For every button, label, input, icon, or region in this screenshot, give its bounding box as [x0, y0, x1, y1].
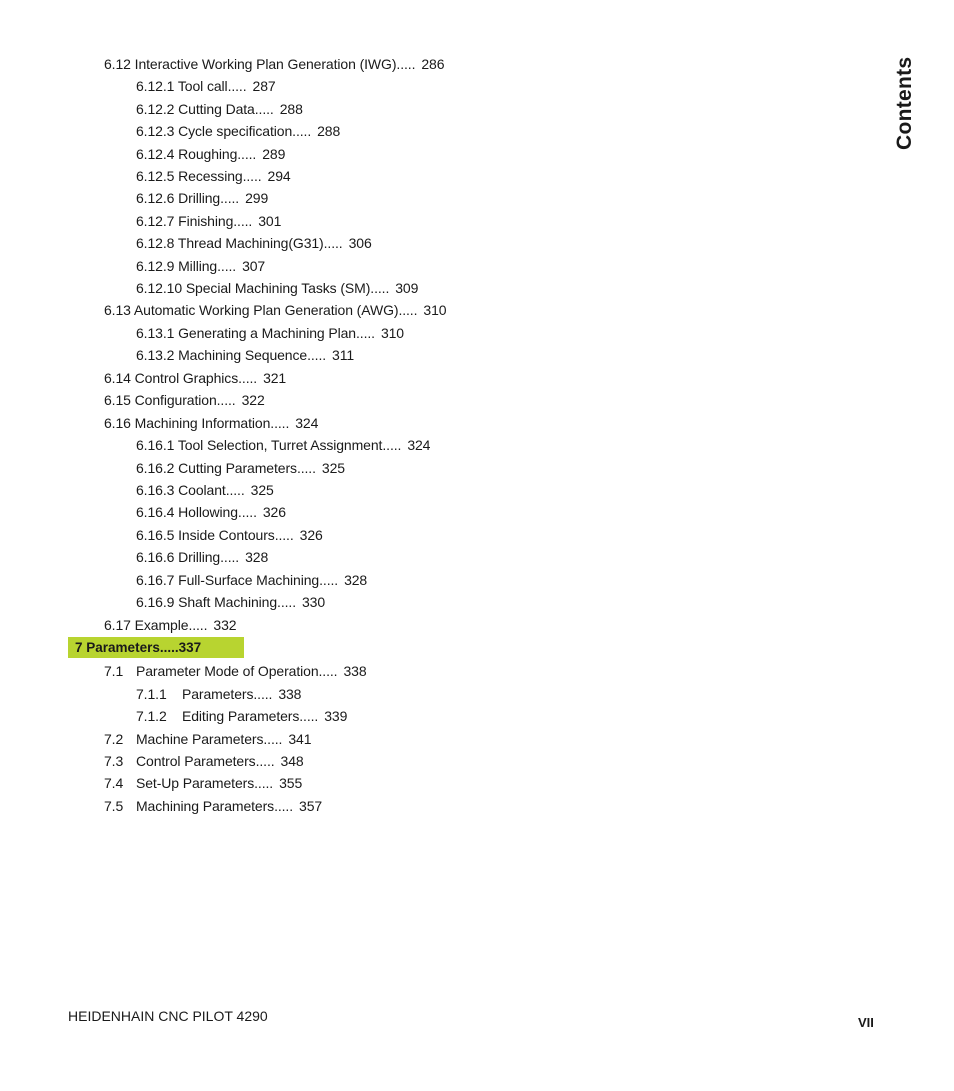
- toc-page-number: 324: [407, 437, 431, 453]
- toc-title: Roughing: [178, 146, 238, 162]
- toc-entry[interactable]: 6.12.2 Cutting Data..... 288: [136, 101, 303, 117]
- toc-page-number: 355: [279, 775, 303, 791]
- toc-number: 7.3: [104, 753, 124, 769]
- toc-title: Editing Parameters: [182, 708, 300, 724]
- toc-number: 6.12.4: [136, 146, 175, 162]
- toc-entry[interactable]: 6.12.3 Cycle specification..... 288: [136, 123, 341, 139]
- toc-number: 7.5: [104, 798, 124, 814]
- toc-page-number: 332: [213, 617, 237, 633]
- toc-title: Drilling: [178, 549, 221, 565]
- toc-page-number: 287: [252, 78, 276, 94]
- toc-number: 6.17: [104, 617, 131, 633]
- toc-title: Milling: [178, 258, 218, 274]
- toc-entry[interactable]: 6.12.7 Finishing..... 301: [136, 213, 282, 229]
- toc-number: 6.16.4: [136, 504, 175, 520]
- toc-number: 6.16: [104, 415, 131, 431]
- toc-number: 6.16.1: [136, 437, 175, 453]
- toc-entry[interactable]: 6.15 Configuration..... 322: [104, 392, 265, 408]
- toc-title: Machining Information: [134, 415, 271, 431]
- toc-number: 7.1.1: [136, 686, 167, 702]
- toc-page-number: 309: [395, 280, 419, 296]
- toc-title: Generating a Machining Plan: [178, 325, 356, 341]
- toc-entry[interactable]: 6.13.1 Generating a Machining Plan..... 310: [136, 325, 404, 341]
- toc-title: Coolant: [178, 482, 226, 498]
- toc-entry[interactable]: 7.5 Machining Parameters..... 357: [104, 795, 322, 817]
- toc-title: Thread Machining(G31): [177, 235, 324, 251]
- chapter-title: Parameters: [86, 640, 160, 655]
- toc-page-number: 357: [299, 798, 323, 814]
- footer-product-name: HEIDENHAIN CNC PILOT 4290: [68, 1008, 268, 1024]
- toc-page-number: 341: [288, 731, 312, 747]
- toc-entry[interactable]: 6.12.5 Recessing..... 294: [136, 168, 291, 184]
- toc-page-number: 306: [348, 235, 372, 251]
- toc-page-number: 328: [245, 549, 269, 565]
- chapter-number: 7: [75, 640, 83, 655]
- toc-number: 6.12.5: [136, 168, 175, 184]
- toc-page-number: 311: [332, 347, 355, 363]
- toc-title: Recessing: [178, 168, 243, 184]
- toc-number: 6.16.3: [136, 482, 175, 498]
- toc-entry[interactable]: 6.16.1 Tool Selection, Turret Assignment..... 324: [136, 437, 431, 453]
- toc-entry[interactable]: 6.14 Control Graphics..... 321: [104, 370, 287, 386]
- toc-page-number: 322: [241, 392, 265, 408]
- toc-entry[interactable]: 7.1.2 Editing Parameters..... 339: [136, 705, 347, 727]
- toc-title: Control Parameters: [136, 753, 256, 769]
- toc-number: 6.12.8: [136, 235, 175, 251]
- toc-page-number: 324: [295, 415, 319, 431]
- toc-entry[interactable]: 6.13 Automatic Working Plan Generation (AWG)..... 310: [104, 302, 447, 318]
- toc-number: 6.16.9: [136, 594, 175, 610]
- toc-page-number: 294: [267, 168, 291, 184]
- toc-page-number: 289: [262, 146, 286, 162]
- toc-page-number: 310: [380, 325, 404, 341]
- toc-entry[interactable]: 6.16.9 Shaft Machining..... 330: [136, 594, 326, 610]
- toc-number: 6.12.3: [136, 123, 175, 139]
- toc-page-number: 310: [423, 302, 447, 318]
- toc-page-number: 307: [242, 258, 266, 274]
- toc-title: Drilling: [178, 190, 221, 206]
- toc-number: 6.16.6: [136, 549, 175, 565]
- toc-entry[interactable]: 6.12.1 Tool call..... 287: [136, 78, 276, 94]
- toc-page-number: 330: [301, 594, 326, 610]
- toc-page-number: 321: [263, 370, 287, 386]
- toc-page-number: 288: [279, 101, 303, 117]
- footer-page-number: VII: [858, 1015, 874, 1030]
- toc-number: 6.12.2: [136, 101, 175, 117]
- chapter-heading[interactable]: 7 Parameters.....337: [68, 637, 244, 658]
- toc-page-number: 338: [343, 663, 367, 679]
- toc-entry[interactable]: 6.16.6 Drilling..... 328: [136, 549, 269, 565]
- toc-title: Cutting Data: [178, 101, 255, 117]
- chapter-page-number: 337: [178, 640, 202, 655]
- toc-page-number: 288: [317, 123, 341, 139]
- toc-title: Control Graphics: [134, 370, 239, 386]
- toc-title: Cutting Parameters: [178, 460, 297, 476]
- toc-number: 6.13.1: [136, 325, 175, 341]
- toc-number: 6.13.2: [136, 347, 175, 363]
- toc-title: Shaft Machining: [178, 594, 278, 610]
- toc-entry[interactable]: 6.16.2 Cutting Parameters..... 325: [136, 460, 345, 476]
- toc-page-number: 338: [278, 686, 302, 702]
- toc-entry[interactable]: 6.12 Interactive Working Plan Generation (IWG)..... 286: [104, 53, 444, 75]
- toc-entry[interactable]: 6.12.9 Milling..... 307: [136, 258, 266, 274]
- toc-number: 6.16.5: [136, 527, 175, 543]
- toc-title: Machine Parameters: [136, 731, 264, 747]
- toc-entry[interactable]: 6.16.4 Hollowing..... 326: [136, 504, 286, 520]
- toc-number: 7.4: [104, 775, 124, 791]
- toc-number: 6.12: [104, 56, 131, 72]
- toc-title: Machining Sequence: [178, 347, 308, 363]
- toc-number: 6.15: [104, 392, 131, 408]
- toc-title: Inside Contours: [178, 527, 275, 543]
- toc-page-number: 326: [299, 527, 323, 543]
- toc-entry[interactable]: 6.16.3 Coolant..... 325: [136, 482, 274, 498]
- toc-entry[interactable]: 6.16 Machining Information..... 324: [104, 415, 319, 431]
- toc-page-number: 326: [262, 504, 286, 520]
- toc-entry[interactable]: 6.12.4 Roughing..... 289: [136, 146, 286, 162]
- toc-page-number: 299: [245, 190, 269, 206]
- toc-number: 7.1.2: [136, 708, 167, 724]
- toc-number: 6.16.7: [136, 572, 175, 588]
- toc-entry[interactable]: 6.13.2 Machining Sequence..... 311: [136, 347, 355, 363]
- toc-entry[interactable]: 6.12.8 Thread Machining(G31)..... 306: [136, 235, 372, 251]
- toc-entry[interactable]: 6.16.7 Full-Surface Machining..... 328: [136, 572, 368, 588]
- toc-number: 6.16.2: [136, 460, 175, 476]
- toc-entry[interactable]: 7.1.1 Parameters..... 338: [136, 683, 301, 705]
- toc-entry[interactable]: 7.2 Machine Parameters..... 341: [104, 728, 311, 750]
- toc-entry[interactable]: 6.17 Example..... 332: [104, 617, 237, 633]
- toc-title: Full-Surface Machining: [178, 572, 320, 588]
- toc-page-number: 286: [421, 56, 445, 72]
- toc-entry[interactable]: 6.12.10 Special Machining Tasks (SM)..... 309: [136, 280, 419, 296]
- toc-page-number: 325: [250, 482, 274, 498]
- toc-title: Machining Parameters: [136, 798, 275, 814]
- toc-title: Automatic Working Plan Generation (AWG): [133, 302, 399, 318]
- section-title: Contents: [893, 56, 916, 150]
- toc-page-number: 301: [258, 213, 282, 229]
- toc-entry[interactable]: 7.4 Set-Up Parameters..... 355: [104, 772, 302, 794]
- toc-title: Finishing: [178, 213, 234, 229]
- toc-title: Example: [134, 617, 189, 633]
- toc-page-number: 348: [280, 753, 304, 769]
- toc-title: Set-Up Parameters: [136, 775, 255, 791]
- toc-title: Configuration: [134, 392, 217, 408]
- toc-title: Hollowing: [178, 504, 238, 520]
- toc-number: 6.12.1: [136, 78, 175, 94]
- toc-title: Tool call: [177, 78, 228, 94]
- toc-title: Special Machining Tasks (SM): [185, 280, 371, 296]
- toc-entry[interactable]: 6.12.6 Drilling..... 299: [136, 190, 269, 206]
- toc-number: 6.12.10: [136, 280, 183, 296]
- toc-title: Parameter Mode of Operation: [136, 663, 319, 679]
- toc-title: Tool Selection, Turret Assignment: [177, 437, 383, 453]
- toc-number: 6.12.7: [136, 213, 175, 229]
- toc-number: 6.13: [104, 302, 131, 318]
- toc-entry[interactable]: 7.3 Control Parameters..... 348: [104, 750, 304, 772]
- toc-entry[interactable]: 6.16.5 Inside Contours..... 326: [136, 527, 323, 543]
- toc-page-number: 339: [324, 708, 348, 724]
- toc-number: 6.12.9: [136, 258, 175, 274]
- toc-number: 6.14: [104, 370, 131, 386]
- toc-page-number: 328: [344, 572, 368, 588]
- toc-entry[interactable]: 7.1 Parameter Mode of Operation..... 338: [104, 660, 367, 682]
- toc-number: 7.2: [104, 731, 124, 747]
- toc-title: Parameters: [182, 686, 254, 702]
- toc-title: Cycle specification: [178, 123, 293, 139]
- toc-number: 7.1: [104, 663, 124, 679]
- toc-title: Interactive Working Plan Generation (IWG): [134, 56, 397, 72]
- toc-number: 6.12.6: [136, 190, 175, 206]
- toc-page-number: 325: [321, 460, 345, 476]
